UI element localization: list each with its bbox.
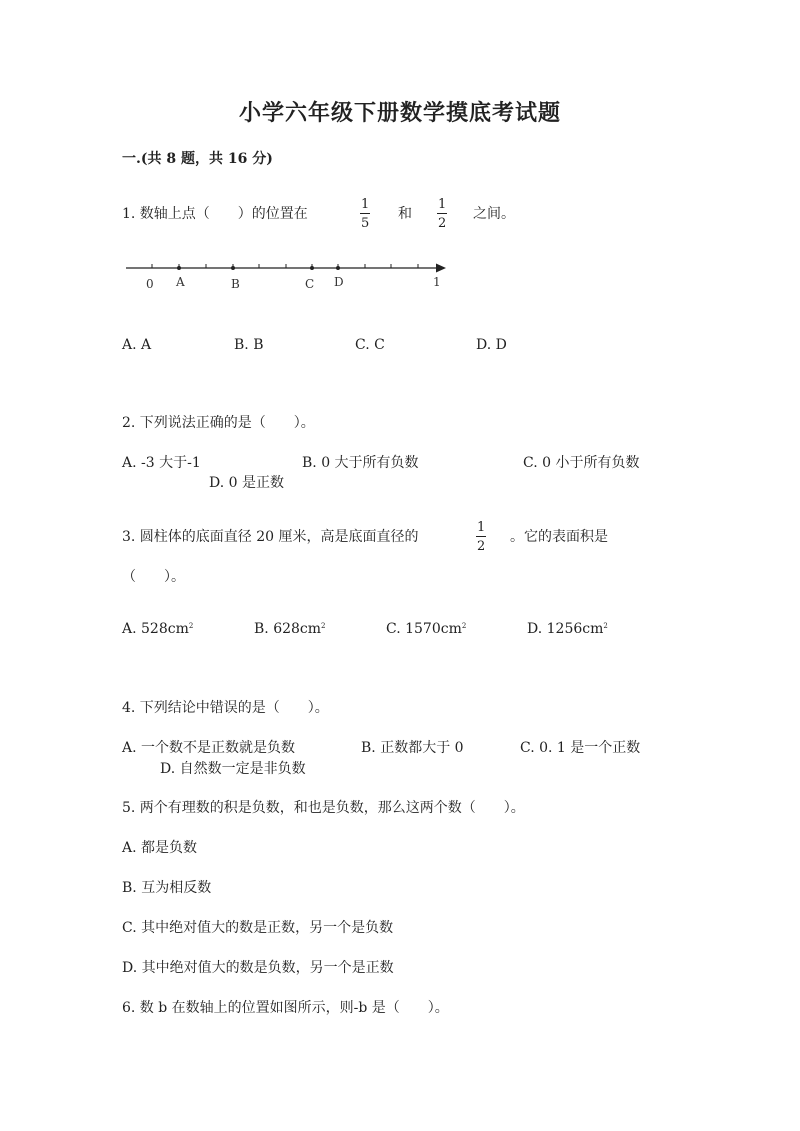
q1-frac1-denominator: 5 xyxy=(361,216,370,231)
q3-option-a-label: A. 528cm xyxy=(122,621,189,637)
q3-option-c[interactable] xyxy=(386,621,466,637)
point-c xyxy=(310,266,314,270)
q1-frac2-denominator: 2 xyxy=(438,216,447,231)
q5-option-d[interactable]: D. 其中绝对值大的数是负数，另一个是正数 xyxy=(122,960,394,976)
axis-label-c: C xyxy=(305,277,315,291)
q4-option-a[interactable]: A. 一个数不是正数就是负数 xyxy=(122,740,296,756)
q1-fraction-2 xyxy=(437,198,447,230)
q1-text-before: 1. 数轴上点（ ）的位置在 xyxy=(122,206,308,222)
point-a xyxy=(177,266,181,270)
q3-option-b[interactable] xyxy=(254,621,326,637)
q3-option-b-label: B. 628cm xyxy=(254,621,322,637)
q1-fraction-1 xyxy=(360,198,370,230)
q3-frac-denominator: 2 xyxy=(477,539,486,554)
q5-option-c[interactable]: C. 其中绝对值大的数是正数，另一个是负数 xyxy=(122,920,394,936)
q1-option-b[interactable]: B. B xyxy=(234,337,264,353)
axis-label-0: 0 xyxy=(146,277,154,291)
arrow-head-icon xyxy=(436,264,446,273)
point-b xyxy=(231,266,235,270)
point-d xyxy=(336,266,340,270)
q1-frac2-numerator: 1 xyxy=(438,197,447,212)
q3-text-line2: （ ）。 xyxy=(122,569,185,585)
axis-label-1: 1 xyxy=(433,275,441,289)
q2-option-a[interactable]: A. -3 大于-1 xyxy=(122,455,201,471)
q6-text: 6. 数 b 在数轴上的位置如图所示，则-b 是（ ）。 xyxy=(122,1000,449,1016)
axis-label-a: A xyxy=(176,275,185,289)
q2-option-b[interactable]: B. 0 大于所有负数 xyxy=(302,455,419,471)
q1-option-c[interactable]: C. C xyxy=(355,337,385,353)
q3-option-c-unit-sup: 2 xyxy=(461,622,467,630)
q1-option-a[interactable]: A. A xyxy=(122,337,152,353)
q3-text-after: 。它的表面积是 xyxy=(510,529,608,545)
section-heading: 一.(共 8 题，共 16 分) xyxy=(122,151,273,167)
q2-text: 2. 下列说法正确的是（ ）。 xyxy=(122,415,315,431)
q4-option-b[interactable]: B. 正数都大于 0 xyxy=(361,740,464,756)
q3-option-d-unit-sup: 2 xyxy=(603,622,608,630)
q5-text: 5. 两个有理数的积是负数，和也是负数，那么这两个数（ ）。 xyxy=(122,800,525,816)
q3-option-d[interactable] xyxy=(527,621,608,637)
q3-fraction xyxy=(476,521,486,553)
q3-option-a-unit-sup: 2 xyxy=(188,622,194,630)
q5-option-b[interactable]: B. 互为相反数 xyxy=(122,880,212,896)
q2-option-d[interactable]: D. 0 是正数 xyxy=(209,475,284,491)
q4-text: 4. 下列结论中错误的是（ ）。 xyxy=(122,700,329,716)
q1-frac1-numerator: 1 xyxy=(361,197,370,212)
q3-option-c-label: C. 1570cm xyxy=(386,621,462,637)
q3-option-b-unit-sup: 2 xyxy=(321,622,326,630)
q3-option-d-label: D. 1256cm xyxy=(527,621,604,637)
q4-option-c[interactable]: C. 0. 1 是一个正数 xyxy=(520,740,641,756)
q5-option-a[interactable]: A. 都是负数 xyxy=(122,840,198,856)
axis-label-d: D xyxy=(334,275,344,289)
q3-option-a[interactable] xyxy=(122,621,193,637)
q2-option-c[interactable]: C. 0 小于所有负数 xyxy=(523,455,640,471)
q3-frac-numerator: 1 xyxy=(477,520,486,535)
q1-text-mid: 和 xyxy=(398,206,412,222)
q1-number-line xyxy=(120,258,450,298)
page-title: 小学六年级下册数学摸底考试题 xyxy=(238,100,561,126)
axis-label-b: B xyxy=(231,277,240,291)
q3-text-before: 3. 圆柱体的底面直径 20 厘米，高是底面直径的 xyxy=(122,529,419,545)
q1-option-d[interactable]: D. D xyxy=(476,337,507,353)
q1-text-after: 之间。 xyxy=(473,206,515,222)
q4-option-d[interactable]: D. 自然数一定是非负数 xyxy=(160,761,306,777)
